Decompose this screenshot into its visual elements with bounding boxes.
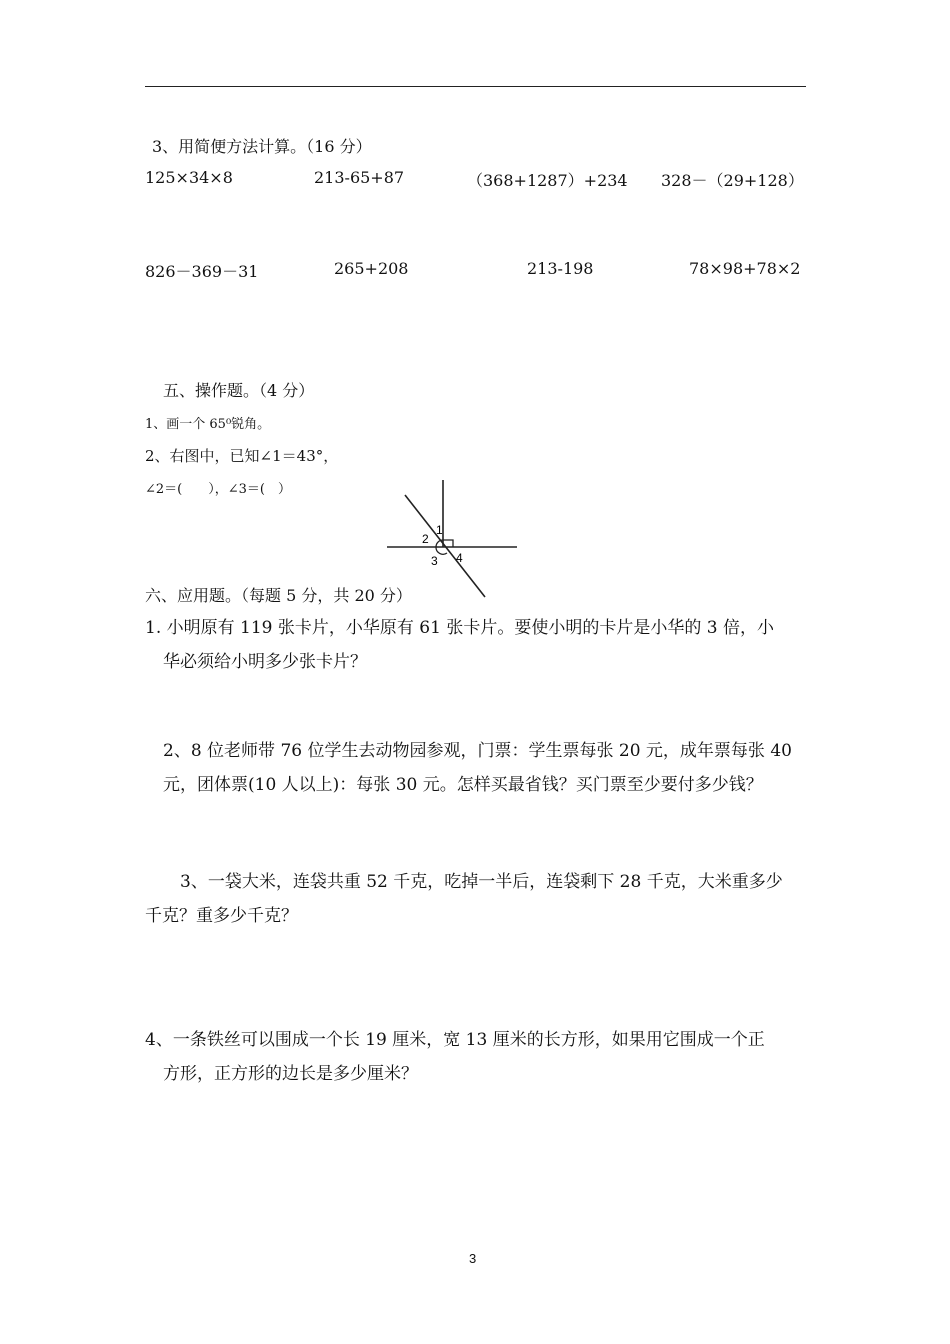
angle-label-3: 3 [431, 554, 438, 568]
q3-line1: 3、一袋大米，连袋共重 52 千克，吃掉一半后，连袋剩下 28 千克，大米重多少 [180, 872, 783, 892]
diagonal-line [405, 495, 485, 597]
q1-line2: 华必须给小明多少张卡片？ [163, 652, 367, 672]
expr-5: 826－369－31 [145, 262, 259, 281]
q1-line1: 1. 小明原有 119 张卡片，小华原有 61 张卡片。要使小明的卡片是小华的 3 倍，小 [145, 618, 774, 638]
section6-title: 六、应用题。（每题 5 分，共 20 分） [145, 586, 412, 605]
expr-4: 328－（29+128） [661, 171, 804, 190]
q4-line2: 方形，正方形的边长是多少厘米？ [163, 1064, 418, 1084]
expr-2: 213-65+87 [314, 168, 405, 187]
expr-7: 213-198 [527, 259, 594, 278]
section5-title: 五、操作题。（4 分） [163, 381, 315, 400]
angle-label-2: 2 [422, 532, 429, 546]
page-number: 3 [469, 1251, 477, 1266]
angle-label-4: 4 [456, 551, 463, 565]
section5-q2: 2、右图中，已知∠1＝43°， [145, 447, 339, 465]
section5-q1: 1、画一个 65⁰锐角。 [145, 417, 271, 432]
expr-3: （368+1287）+234 [467, 171, 628, 190]
header-rule [145, 86, 806, 87]
q4-line1: 4、一条铁丝可以围成一个长 19 厘米，宽 13 厘米的长方形，如果用它围成一个正 [145, 1030, 765, 1050]
angle-figure [384, 476, 520, 598]
q2-line1: 2、8 位老师带 76 位学生去动物园参观，门票：学生票每张 20 元，成年票每张 40 [163, 741, 792, 761]
expr-8: 78×98+78×2 [689, 259, 801, 278]
angle-label-1: 1 [436, 523, 443, 537]
section3-title: 3、用简便方法计算。（16 分） [152, 137, 372, 156]
section5-q2-blanks: ∠2＝( ），∠3＝( ） [145, 482, 291, 497]
expr-6: 265+208 [334, 259, 409, 278]
q3-line2: 千克？重多少千克？ [145, 906, 298, 926]
expr-1: 125×34×8 [145, 168, 233, 187]
q2-line2: 元，团体票(10 人以上)：每张 30 元。怎样买最省钱？买门票至少要付多少钱？ [163, 775, 763, 795]
